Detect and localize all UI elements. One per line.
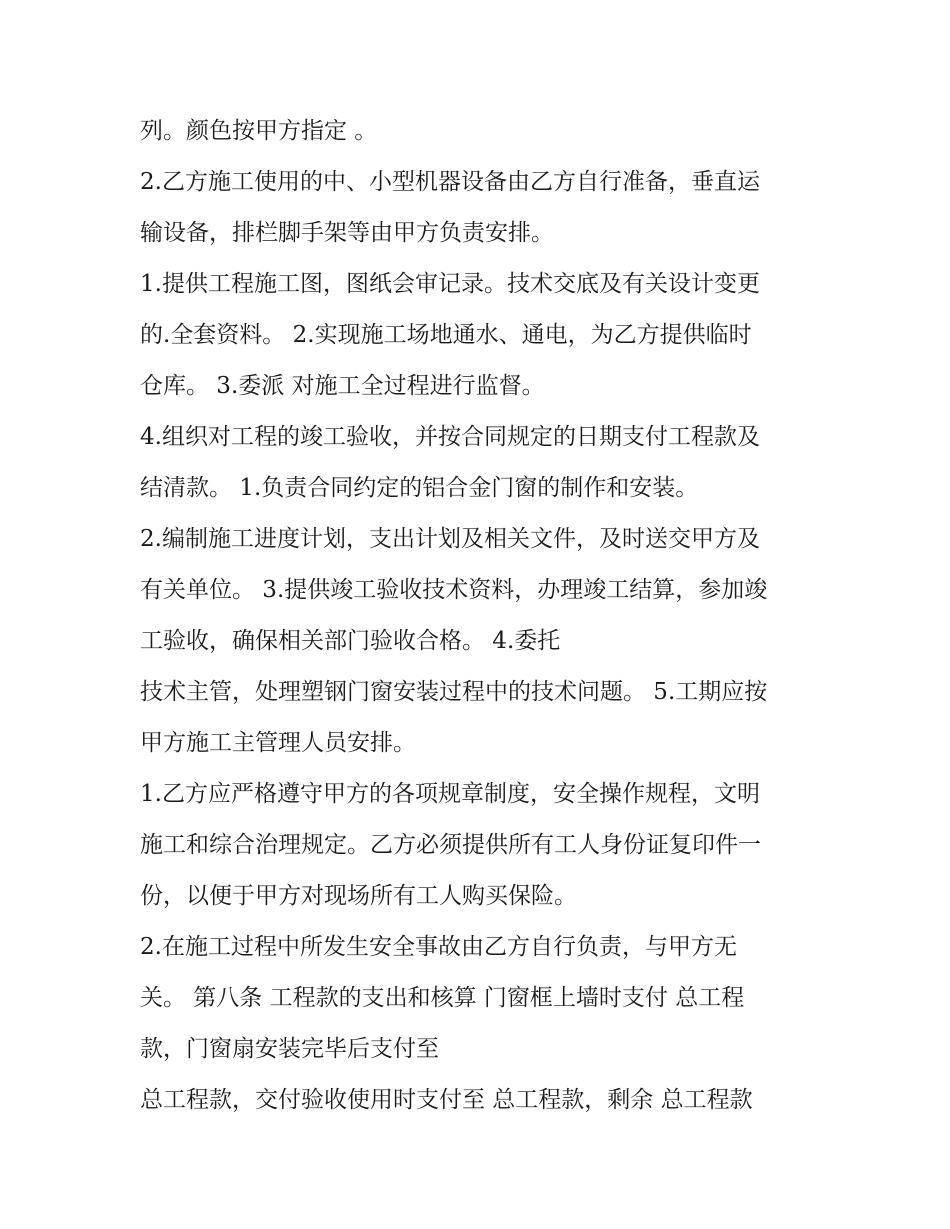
text-line: 的.全套资料。 2.实现施工场地通水、通电，为乙方提供临时 [140, 322, 752, 348]
text-line: 4.组织对工程的竣工验收，并按合同规定的日期支付工程款及 [140, 424, 760, 450]
text-line: 份，以便于甲方对现场所有工人购买保险。 [140, 883, 577, 909]
text-line: 2.乙方施工使用的中、小型机器设备由乙方自行准备，垂直运 [140, 169, 760, 195]
text-line: 2.在施工过程中所发生安全事故由乙方自行负责，与甲方无 [140, 934, 737, 960]
text-line: 仓库。 3.委派 对施工全过程进行监督。 [140, 373, 545, 399]
text-line: 关。 第八条 工程款的支出和核算 门窗框上墙时支付 总工程 [140, 985, 745, 1011]
text-line: 工验收，确保相关部门验收合格。 4.委托 [140, 628, 561, 654]
text-line: 施工和综合治理规定。乙方必须提供所有工人身份证复印件一 [140, 832, 761, 858]
text-line: 技术主管，处理塑钢门窗安装过程中的技术问题。 5.工期应按 [140, 679, 768, 705]
document-body [140, 106, 820, 1126]
text-line: 甲方施工主管理人员安排。 [140, 730, 416, 756]
text-line: 款，门窗扇安装完毕后支付至 [140, 1036, 439, 1062]
text-line: 输设备，排栏脚手架等由甲方负责安排。 [140, 220, 554, 246]
text-line: 1.乙方应严格遵守甲方的各项规章制度，安全操作规程，文明 [140, 781, 760, 807]
text-line: 总工程款，交付验收使用时支付至 总工程款，剩余 总工程款 [140, 1087, 753, 1113]
text-line: 结清款。 1.负责合同约定的铝合金门窗的制作和安装。 [140, 475, 699, 501]
text-line: 2.编制施工进度计划，支出计划及相关文件，及时送交甲方及 [140, 526, 760, 552]
text-line: 列。颜色按甲方指定 。 [140, 118, 378, 144]
text-line: 1.提供工程施工图，图纸会审记录。技术交底及有关设计变更 [140, 271, 760, 297]
text-line: 有关单位。 3.提供竣工验收技术资料，办理竣工结算，参加竣 [140, 577, 768, 603]
